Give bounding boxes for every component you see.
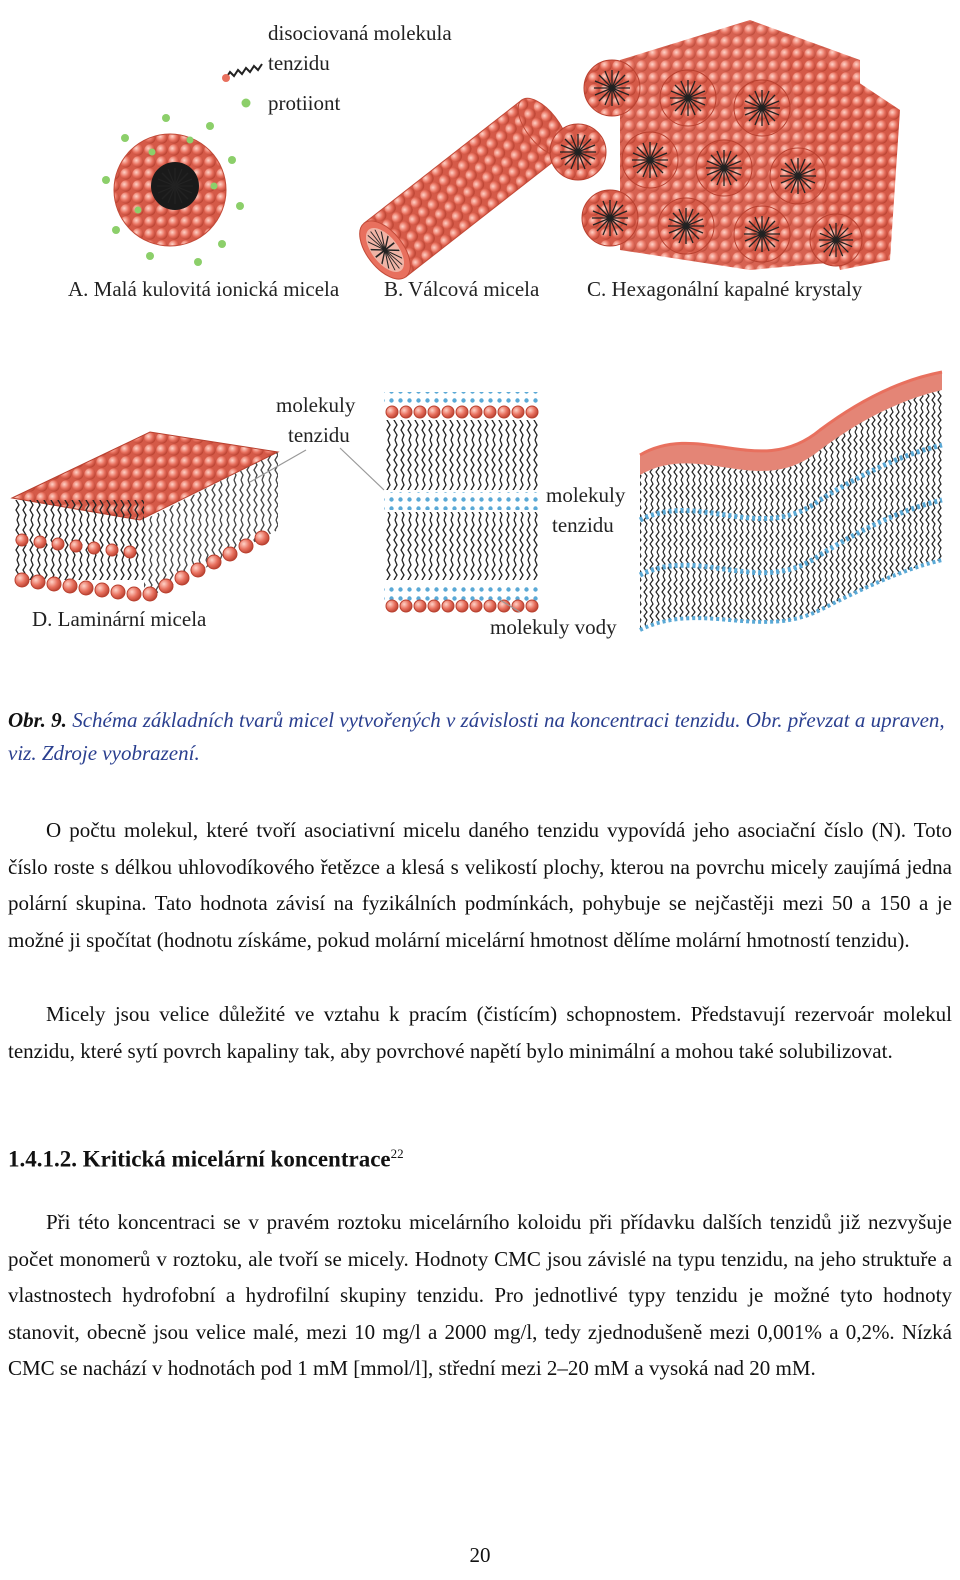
label-mol2-line1: molekuly <box>546 483 626 507</box>
legend-line1: disociovaná molekula <box>268 21 452 45</box>
label-mol2-line2: tenzidu <box>552 513 614 537</box>
paragraph-aggregation-number: O počtu molekul, které tvoří asociativní micelu daného tenzidu vypovídá jeho asociační číslo (N). Toto číslo roste s délkou uhlovodíkového řetězce a klesá s velikostí plochy, kterou na povrchu micely zaujímá jedna polární skupina. Tato hodnota závisí na fyzikálních podmínkách, pohybuje se nejčastěji mezi 50 a 150 a je možné ji spočítat (hodnotu získáme, pokud molární micelární hmotnost dělíme molární hmotností tenzidu). <box>8 818 952 952</box>
micelle-figure <box>0 0 960 660</box>
surfactant-molecule-icon <box>226 64 262 78</box>
legend <box>222 21 452 115</box>
label-a: A. Malá kulovitá ionická micela <box>68 277 340 301</box>
caption-number: Obr. 9. <box>8 708 67 732</box>
micelle-diagram <box>0 0 960 660</box>
spherical-micelle <box>102 114 244 266</box>
legend-line2: tenzidu <box>268 51 330 75</box>
legend-counterion: protiiont <box>268 91 341 115</box>
laminar-micelle <box>12 432 278 601</box>
paragraph-cmc: Při této koncentraci se v pravém roztoku micelárního koloidu při přídavku dalších tenzidů již nezvyšuje počet monomerů v roztoku, ale tvoří se micely. Hodnoty CMC jsou závislé na typu tenzidu, na jeho struktuře a vlastnostech hydrofobní a hydrofilní skupiny tenzidu. Pro jednotlivé typy tenzidu je možné tyto hodnoty stanovit, obecně jsou velice malé, mezi 10 mg/l a 2000 mg/l, tedy zjednodušeně mezi 0,001% a 0,2%. Nízká CMC se nachází v hodnotách pod 1 mM [mmol/l], střední mezi 2–20 mM a vysoká nad 20 mM. <box>8 1210 952 1380</box>
hexagonal-liquid-crystals <box>550 20 900 270</box>
label-b: B. Válcová micela <box>384 277 540 301</box>
label-mol1-line1: molekuly <box>276 393 356 417</box>
caption-text: Schéma základních tvarů micel vytvořených v závislosti na koncentraci tenzidu. Obr. převzat a upraven, viz. Zdroje vyobrazení. <box>8 708 945 765</box>
section-heading <box>8 1146 404 1173</box>
bilayer-stack <box>384 392 542 612</box>
paragraph-micelle-importance: Micely jsou velice důležité ve vztahu k pracím (čistícím) schopnostem. Představují rezervoár molekul tenzidu, které sytí povrch kapaliny tak, aby povrchové napětí bylo minimální a mohou také solubilizovat. <box>8 1002 952 1063</box>
page-number: 20 <box>469 1543 491 1567</box>
section-title: Kritická micelární koncentrace <box>82 1146 391 1172</box>
surfactant-head-icon <box>222 74 230 82</box>
figure-caption <box>8 704 952 770</box>
label-c: C. Hexagonální kapalné krystaly <box>587 277 863 301</box>
label-d: D. Laminární micela <box>32 607 207 631</box>
reference-number: 22 <box>390 1146 404 1161</box>
label-mol1-line2: tenzidu <box>288 423 350 447</box>
label-water: molekuly vody <box>490 615 617 639</box>
leader-line-2 <box>340 448 384 490</box>
lamellar-sheet <box>640 372 942 630</box>
counterion-icon <box>242 99 251 108</box>
section-number: 1.4.1.2. <box>8 1146 77 1172</box>
cylindrical-micelle <box>350 90 576 288</box>
